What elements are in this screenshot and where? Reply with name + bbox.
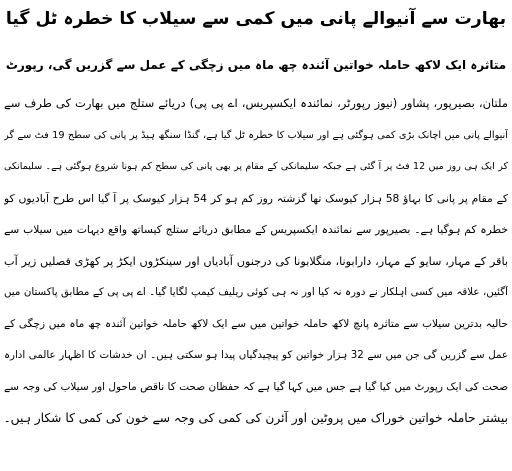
news-article (4, 0, 508, 471)
body-line: عمل سے گزریں گی جن میں سے 32 ہزار خواتین کو پیچیدگیاں پیدا ہو سکتی ہیں۔ ان خدشات کا اظہار عالمی ادارہ (4, 349, 508, 361)
body-line: کے مقام پر پانی کا بہاؤ 58 ہزار کیوسک تھا گزشتہ روز کم ہو کر 54 ہزار کیوسک پر آ گیا اس طرح آبادیوں کو (4, 191, 508, 205)
body-line: بیشتر حاملہ خواتین خوراک میں پروٹین اور آئرن کی کمی کی وجہ سے خون کی کمی کا شکار ہیں۔ (4, 411, 508, 425)
article-headline: بھارت سے آنیوالے پانی میں کمی سے سیلاب کا خطرہ ٹل گیا (5, 9, 507, 29)
body-line: باقر کے مہار، سایو کے مہار، دارابونا، منگلابونا کی درجنوں آبادیاں اور سینکڑوں ایکڑ پر کھڑی فصلیں زیر آب (4, 254, 508, 268)
body-line: آگئیں، علاقہ میں کسی اہلکار نے دورہ نہ کیا اور نہ ہی کوئی ریلیف کیمپ لگایا گیا۔ اے پی پی کے مطابق پاکستان میں (4, 286, 508, 298)
body-line: صحت کی ایک رپورٹ میں کیا گیا ہے جس میں کہا گیا ہے کہ حفظان صحت کا ناقص ماحول اور سیلاب کی وجہ سے (4, 380, 508, 393)
article-subheadline: متاثرہ ایک لاکھ حاملہ خواتین آئندہ چھ ماہ میں زچگی کے عمل سے گزریں گی، رپورٹ (5, 58, 507, 72)
body-line: ملتان، بصیرپور، پشاور (نیوز رپورٹر، نمائندہ ایکسپریس، اے پی پی) دریائے ستلج میں بھارت کی طرف سے (4, 96, 508, 110)
body-line: خطرہ کم ہوگیا ہے۔ بصیرپور سے نمائندہ ایکسپریس کے مطابق دریائے ستلج کیساتھ واقع دیہات میں سیلاب سے (4, 223, 508, 236)
body-line: کر ایک ہی روز میں 12 فٹ پر آ گئی ہے جبکہ سلیمانکی کے مقام پر بھی پانی کی سطح کم ہونا شروع ہوگئی ہے۔ سلیمانکی (4, 161, 508, 172)
body-line: حالیہ بدترین سیلاب سے متاثرہ پانچ لاکھ حاملہ خواتین میں سے ایک لاکھ حاملہ خواتین آئندہ چھ ماہ میں زچگی کے (4, 317, 508, 330)
article-body (4, 88, 508, 435)
body-line: آنیوالے پانی میں اچانک بڑی کمی ہوگئی ہے اور سیلاب کا خطرہ ٹل گیا ہے، گنڈا سنگھ ہیڈ پر پانی کی سطح 19 فٹ سے گر (4, 129, 508, 141)
